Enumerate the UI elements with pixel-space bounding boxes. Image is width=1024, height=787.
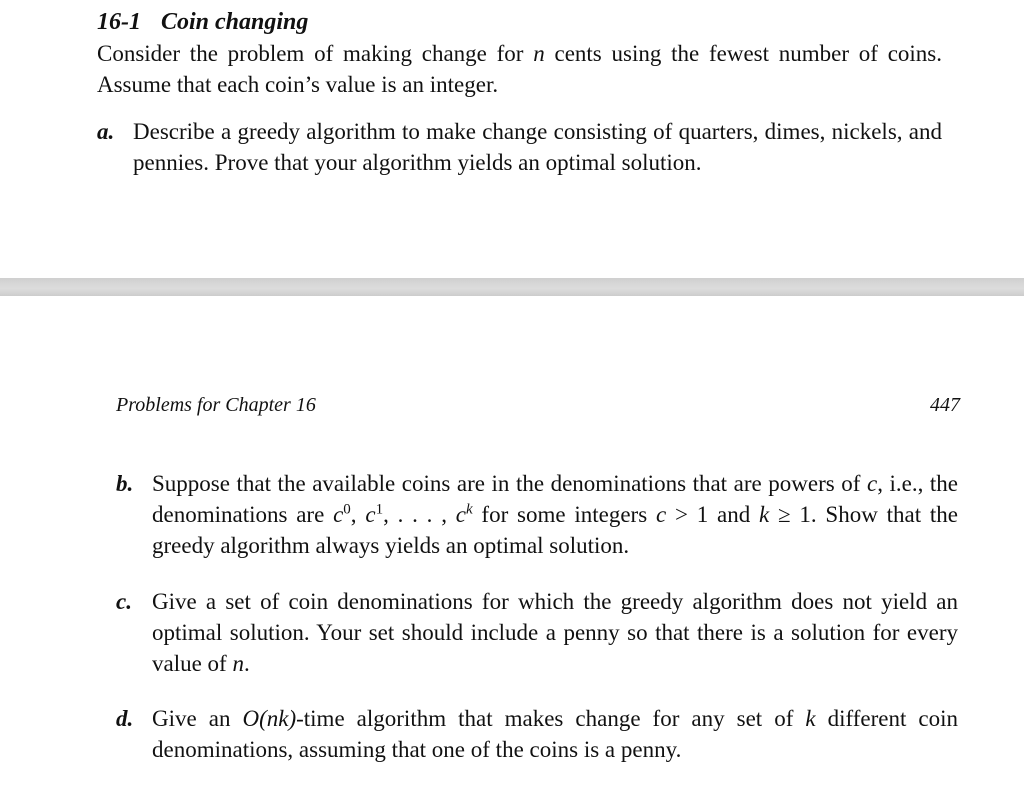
var-c: c <box>333 502 344 527</box>
var-c: c <box>365 502 376 527</box>
problem-title: Coin changing <box>161 9 309 35</box>
part-b-gt: > 1 and <box>666 502 759 527</box>
var-n: n <box>232 651 244 676</box>
part-c-label: c. <box>116 589 132 614</box>
exp-0: 0 <box>343 501 351 518</box>
part-d-t2: -time algorithm that makes change for any set of <box>296 706 806 731</box>
intro-variable: n <box>533 41 545 66</box>
part-b-text: Suppose that the available coins are in the denominations that are powers of c, i.e., the denominations are $c^0$, $c^1$, . . . , $c^k$ for some integers c > 1 and k ≥ 1. Show that the greedy algorithm always yields an optimal solution. <box>152 471 958 558</box>
part-b-label: b. <box>116 471 134 496</box>
part-b-t1: Suppose that the available coins are in the denominations that are powers of <box>152 471 867 496</box>
part-b-t3: for some integers <box>472 502 656 527</box>
intro-text-end: cents using the fewest number of coins. Assume that each coin’s value is an integer. <box>97 41 942 97</box>
part-b-t2: , i.e., the denominations are <box>152 471 958 527</box>
part-b-ge: ≥ 1. Show that the greedy algorithm always yields an optimal solution. <box>152 502 958 558</box>
part-d-text <box>152 703 958 765</box>
page-number: 447 <box>930 394 960 416</box>
problem-number: 16-1 <box>97 9 141 35</box>
part-a-label: a. <box>97 119 115 144</box>
part-d-label: d. <box>116 706 134 731</box>
intro-text: Consider the problem of making change for <box>97 41 534 66</box>
problem-heading <box>97 7 308 38</box>
part-a-text: Describe a greedy algorithm to make change consisting of quarters, dimes, nickels, and pennies. Prove that your algorithm yields an optimal solution. <box>133 119 942 175</box>
running-head-title: Problems for Chapter 16 <box>116 394 316 416</box>
problem-intro <box>97 38 942 100</box>
var-k: k <box>758 502 770 527</box>
var-c: c <box>455 502 466 527</box>
part-d-t1: Give an <box>152 706 243 731</box>
ellipsis: , . . . , <box>383 502 456 527</box>
running-head <box>116 390 960 421</box>
top-page <box>0 0 1024 278</box>
var-c: c <box>655 502 667 527</box>
page-divider <box>0 278 1024 296</box>
big-o-expr: O(nk) <box>242 706 297 731</box>
part-c-end: . <box>243 651 250 676</box>
part-d-t3: different coin denominations, assuming that one of the coins is a penny. <box>152 706 959 762</box>
part-c-body: Give a set of coin denominations for which the greedy algorithm does not yield an optimal solution. Your set should include a penny so that there is a solution for every value of <box>152 589 958 676</box>
exp-1: 1 <box>375 501 384 518</box>
part-c-text <box>152 586 958 679</box>
var-c: c <box>866 471 878 496</box>
exp-k: k <box>465 501 473 518</box>
var-k: k <box>805 706 816 731</box>
